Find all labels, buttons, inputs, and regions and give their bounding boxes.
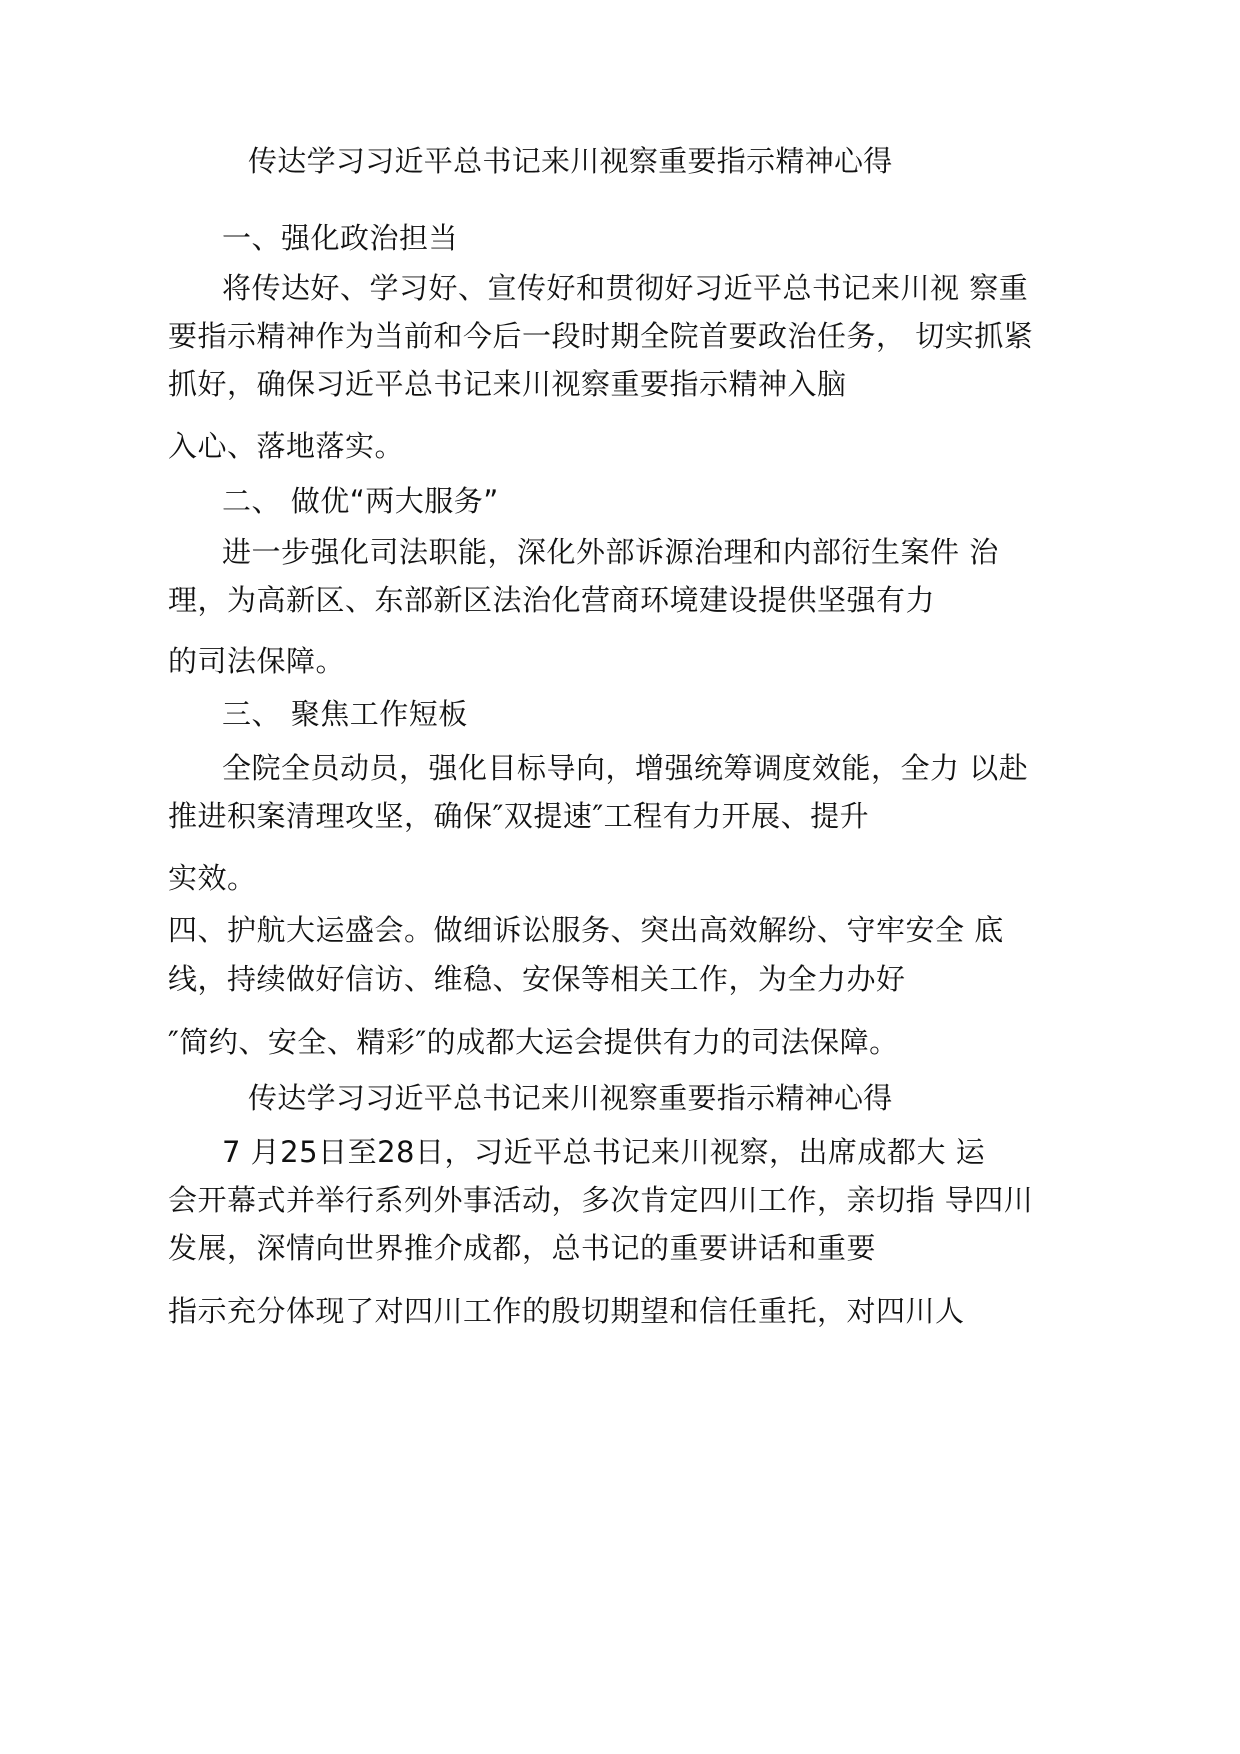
section-2-line-3: 的司法保障。 bbox=[168, 644, 346, 678]
section-3-line-1: 全院全员动员，强化目标导向，增强统筹调度效能，全力 以赴 bbox=[222, 751, 1029, 785]
section-1-line-1: 将传达好、学习好、宣传好和贯彻好习近平总书记来川视 察重 bbox=[222, 271, 1029, 305]
section-2-heading: 二、 做优“两大服务” bbox=[222, 484, 499, 518]
paragraph-5-line-3: 发展，深情向世界推介成都，总书记的重要讲话和重要 bbox=[168, 1231, 877, 1265]
paragraph-5-line-2: 会开幕式并举行系列外事活动，多次肯定四川工作，亲切指 导四川 bbox=[168, 1183, 1034, 1217]
section-2-line-1: 进一步强化司法职能，深化外部诉源治理和内部衍生案件 治 bbox=[222, 535, 999, 569]
section-1-heading: 一、强化政治担当 bbox=[222, 221, 459, 255]
section-4-line-3: ″简约、安全、精彩″的成都大运会提供有力的司法保障。 bbox=[168, 1025, 899, 1059]
section-3-line-3: 实效。 bbox=[168, 861, 257, 895]
section-1-line-3: 抓好，确保习近平总书记来川视察重要指示精神入脑 bbox=[168, 367, 847, 401]
document-title: 传达学习习近平总书记来川视察重要指示精神心得 bbox=[248, 144, 893, 178]
section-3-heading: 三、 聚焦工作短板 bbox=[222, 697, 468, 731]
section-1-line-4: 入心、落地落实。 bbox=[168, 429, 405, 463]
section-2-line-2: 理，为高新区、东部新区法治化营商环境建设提供坚强有力 bbox=[168, 583, 936, 617]
section-1-line-2: 要指示精神作为当前和今后一段时期全院首要政治任务， 切实抓紧 bbox=[168, 319, 1034, 353]
section-4-line-2: 线，持续做好信访、维稳、安保等相关工作，为全力办好 bbox=[168, 962, 906, 996]
paragraph-5-line-4: 指示充分体现了对四川工作的殷切期望和信任重托，对四川人 bbox=[168, 1294, 965, 1328]
section-3-line-2: 推进积案清理攻坚，确保″双提速″工程有力开展、提升 bbox=[168, 799, 870, 833]
section-4-line-1: 四、护航大运盛会。做细诉讼服务、突出高效解纷、守牢安全 底 bbox=[168, 913, 1004, 947]
second-title: 传达学习习近平总书记来川视察重要指示精神心得 bbox=[248, 1081, 893, 1115]
paragraph-5-line-1: 7 月25日至28日，习近平总书记来川视察，出席成都大 运 bbox=[222, 1135, 986, 1169]
